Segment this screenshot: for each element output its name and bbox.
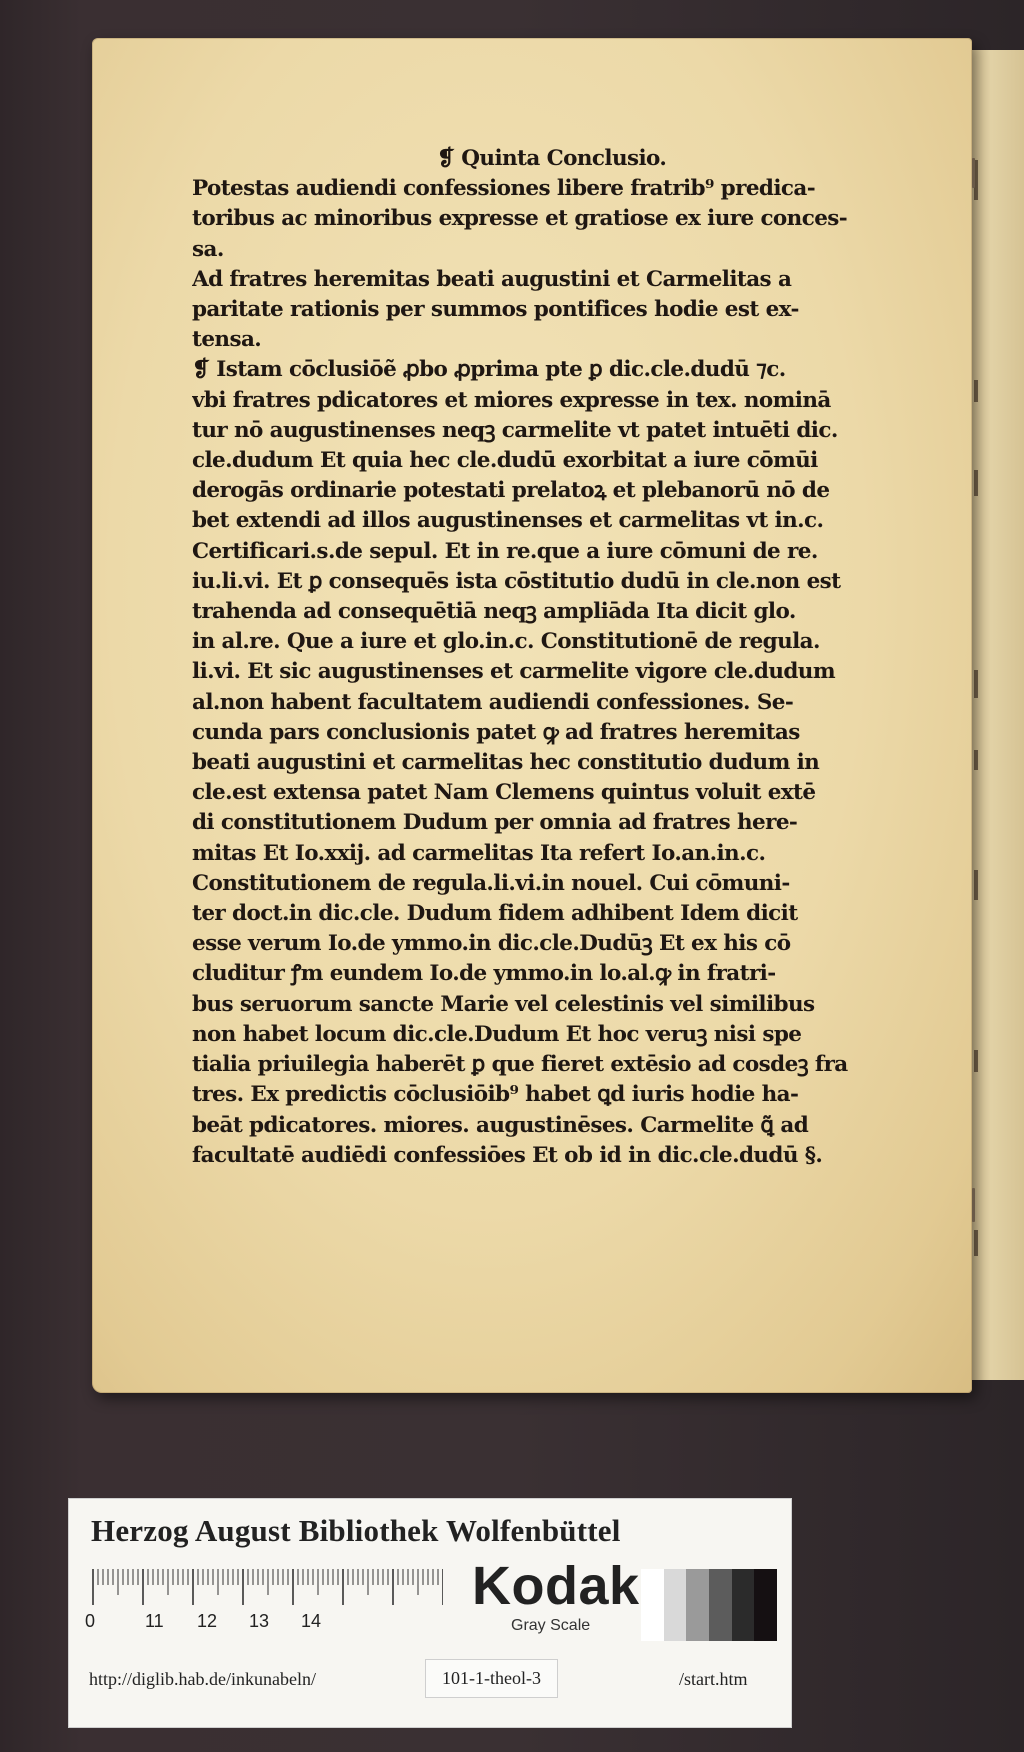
ruler-number: 0: [85, 1611, 96, 1631]
text-line: iu.li.vi. Et ꝑ consequēs ista cōstitutio dudū in cle.non est: [192, 568, 841, 594]
text-line: Constitutionem de regula.li.vi.in nouel. Cui cōmuni-: [192, 870, 790, 896]
ruler-number: 11: [145, 1611, 164, 1631]
text-line: cle.est extensa patet Nam Clemens quintus voluit extē: [192, 780, 816, 806]
text-line: di constitutionem Dudum per omnia ad fratres here-: [192, 810, 798, 836]
text-line: derogās ordinarie potestati prelatoꝝ et plebanorū nō de: [192, 478, 830, 504]
ruler-scale: [91, 1569, 443, 1609]
ruler-number: 13: [249, 1611, 270, 1631]
gray-scale-strip: [641, 1569, 777, 1641]
gray-step: [709, 1569, 732, 1641]
text-line: bus seruorum sancte Marie vel celestinis vel similibus: [192, 991, 815, 1017]
text-line: beati augustini et carmelitas hec constitutio dudum in: [192, 750, 820, 776]
margin-mark: [972, 158, 975, 188]
text-line: Potestas audiendi confessiones libere fratrib⁹ predica-: [192, 176, 816, 202]
text-line: esse verum Io.de ymmo.in dic.cle.Dudūꝫ Et ex his cō: [192, 931, 791, 957]
margin-mark: [972, 1188, 975, 1222]
text-line: Ad fratres heremitas beati augustini et Carmelitas a: [192, 266, 792, 292]
kodak-logo: Kodak: [472, 1556, 640, 1616]
text-line: Certificari.s.de sepul. Et in re.que a iure cōmuni de re.: [192, 538, 818, 564]
text-line: cle.dudum Et quia hec cle.dudū exorbitat a iure cōmūi: [192, 448, 818, 474]
text-line: facultatē audiēdi confessiōes Et ob id in dic.cle.dudū §.: [192, 1142, 823, 1168]
facing-page-edge: [968, 50, 1024, 1380]
library-color-card: [68, 1498, 792, 1728]
card-footer: [69, 1655, 791, 1705]
text-line: tialia priuilegia haberēt ꝑ que fieret extēsio ad cosdeꝫ fra: [192, 1052, 848, 1078]
ruler-number: 12: [197, 1611, 218, 1631]
gray-step: [732, 1569, 755, 1641]
text-line: non habet locum dic.cle.Dudum Et hoc veruꝫ nisi spe: [192, 1021, 802, 1047]
text-line: tres. Ex predictis cōclusiōib⁹ habet ꝗd iuris hodie ha-: [192, 1082, 799, 1108]
gray-scale-label: Gray Scale: [511, 1617, 591, 1634]
text-line: in al.re. Que a iure et glo.in.c. Constitutionē de regula.: [192, 629, 820, 655]
text-line: paritate rationis per summos pontifices hodie est ex-: [192, 297, 799, 323]
library-title: Herzog August Bibliothek Wolfenbüttel: [91, 1513, 621, 1548]
gray-step: [754, 1569, 777, 1641]
page-text: [192, 144, 944, 1171]
text-line: beāt pdicatores. miores. augustinēses. Carmelite ꝗ̃ ad: [192, 1112, 809, 1138]
text-line: al.non habent facultatem audiendi confessiones. Se-: [192, 689, 794, 715]
text-line: li.vi. Et sic augustinenses et carmelite vigore cle.dudum: [192, 659, 835, 685]
ruler-number: 14: [301, 1611, 322, 1631]
gray-step: [664, 1569, 687, 1641]
section-heading: ❡ Quinta Conclusio.: [437, 146, 667, 171]
url-id: 101-1-theol-3: [425, 1659, 558, 1698]
ruler-numbers: [69, 1611, 449, 1637]
text-line: ter doct.in dic.cle. Dudum fidem adhibent Idem dicit: [192, 901, 798, 927]
gray-step: [686, 1569, 709, 1641]
text-line: bet extendi ad illos augustinenses et carmelitas vt in.c.: [192, 508, 824, 534]
text-line: cunda pars conclusionis patet ꝙ ad fratres heremitas: [192, 719, 800, 745]
url-left: http://diglib.hab.de/inkunabeln/: [89, 1669, 316, 1689]
gray-step: [641, 1569, 664, 1641]
text-line: tensa.: [192, 327, 262, 353]
text-line: mitas Et Io.xxij. ad carmelitas Ita refert Io.an.in.c.: [192, 840, 766, 866]
text-line: ❡ Istam cōclusiōẽ ꝓbo ꝓprima pte ꝑ dic.cle.dudū ⁊c.: [192, 357, 786, 383]
text-line: trahenda ad consequētiā neqꝫ ampliāda Ita dicit glo.: [192, 599, 796, 625]
text-line: cluditur ꝭm eundem Io.de ymmo.in lo.al.ꝙ in fratri-: [192, 961, 776, 987]
text-line: vbi fratres pdicatores et miores expresse in tex. nominā: [192, 387, 831, 413]
text-line: toribus ac minoribus expresse et gratiose ex iure conces-: [192, 206, 848, 232]
text-line: tur nō augustinenses neqꝫ carmelite vt patet intuēti dic.: [192, 417, 838, 443]
url-right: /start.htm: [679, 1669, 748, 1689]
text-line: sa.: [192, 236, 224, 262]
